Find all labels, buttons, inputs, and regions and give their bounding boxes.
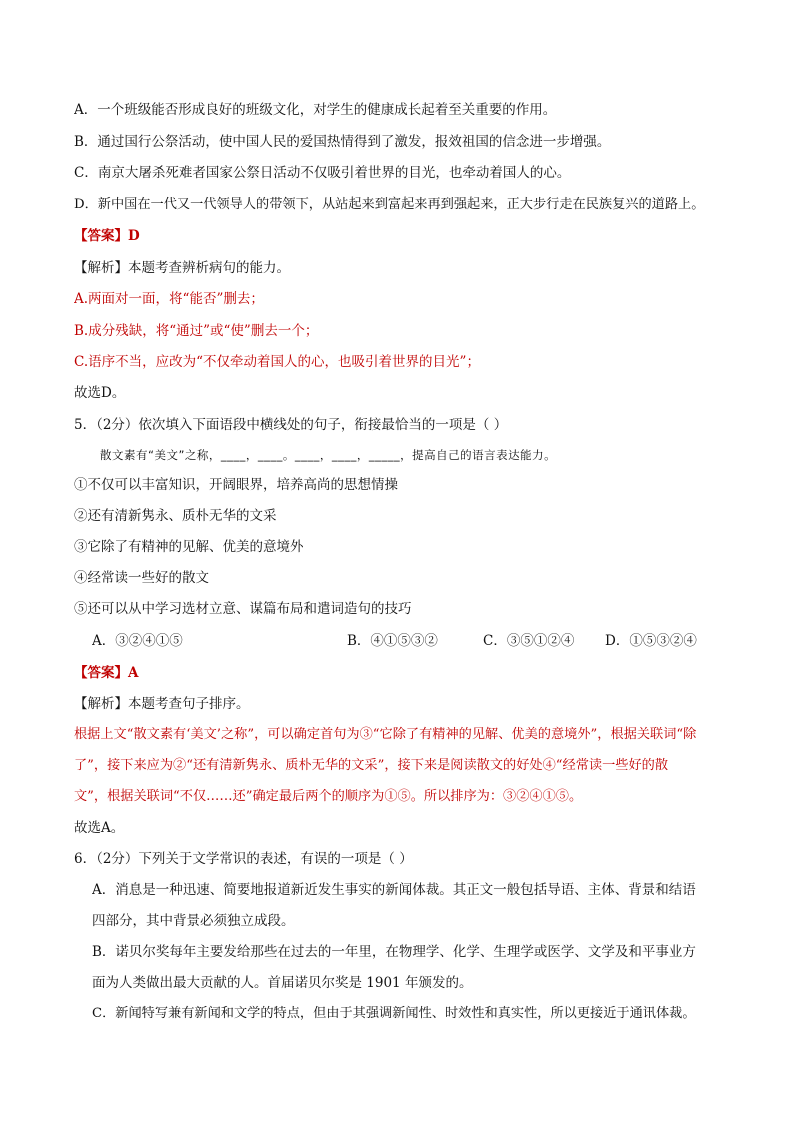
q4-option-d: D．新中国在一代又一代领导人的带领下，从站起来到富起来再到强起来，正大步行走在民族复兴的道路上。 (74, 197, 705, 212)
q4-option-a: A．一个班级能否形成良好的班级文化，对学生的健康成长起着至关重要的作用。 (74, 102, 557, 118)
q6-stem: 6．（2分）下列关于文学常识的表述，有误的一项是（ ） (74, 851, 413, 867)
q5-analysis-line-3: 文”，根据关联词“不仅……还”确定最后两个的顺序为①⑤。所以排序为：③②④①⑤。 (74, 789, 583, 804)
q6-line-4: 面为人类做出最大贡献的人。首届诺贝尔奖是 1901 年颁发的。 (92, 975, 473, 991)
q5-item-5: ⑤还可以从中学习选材立意、谋篇布局和遣词造句的技巧 (74, 601, 412, 617)
q5-item-4: ④经常读一些好的散文 (74, 570, 209, 586)
q5-item-2: ②还有清新隽永、质朴无华的文采 (74, 508, 277, 524)
q6-line-1: A．消息是一种迅速、简要地报道新近发生事实的新闻体裁。其正文一般包括导语、主体、背景和结语 (92, 882, 696, 898)
q5-item-1: ①不仅可以丰富知识，开阔眼界，培养高尚的思想情操 (74, 477, 398, 493)
q5-choice-b: B．④①⑤③② (347, 633, 438, 649)
q5-stem: 5．（2分）依次填入下面语段中横线处的句子，衔接最恰当的一项是（ ） (74, 417, 508, 433)
q4-analysis-a: A.两面对一面，将“能否”删去； (74, 291, 264, 307)
q4-option-c: C．南京大屠杀死难者国家公祭日活动不仅吸引着世界的目光，也牵动着国人的心。 (74, 165, 571, 181)
q5-choice-d: D．①⑤③②④ (605, 633, 697, 649)
q5-analysis-line-2: 了”，接下来应为②“还有清新隽永、质朴无华的文采”，接下来是阅读散文的好处④“经常读一些好的散 (74, 758, 669, 773)
q5-choice-a: A．③②④①⑤ (92, 633, 183, 649)
q5-choices (92, 631, 754, 651)
q4-conclusion: 故选D。 (74, 385, 126, 401)
q5-conclusion: 故选A。 (74, 820, 125, 836)
q5-answer: 【答案】A (74, 665, 139, 681)
q6-line-5: C．新闻特写兼有新闻和文学的特点，但由于其强调新闻性、时效性和真实性，所以更接近于通讯体裁。 (92, 1006, 696, 1021)
q5-passage: 散文素有“美文”之称，____，____。____，____，_____，提高自己的语言表达能力。 (100, 448, 557, 462)
q5-choice-c: C．③⑤①②④ (483, 633, 575, 649)
q6-line-2: 四部分，其中背景必须独立成段。 (92, 913, 295, 929)
q4-option-b: B．通过国行公祭活动，使中国人民的爱国热情得到了激发，报效祖国的信念进一步增强。 (74, 134, 611, 150)
q4-answer: 【答案】D (74, 228, 140, 244)
q4-analysis-c: C.语序不当，应改为“不仅牵动着国人的心，也吸引着世界的目光”； (74, 354, 480, 370)
q6-line-3: B．诺贝尔奖每年主要发给那些在过去的一年里，在物理学、化学、生理学或医学、文学及和平事业方 (92, 944, 696, 960)
q5-item-3: ③它除了有精神的见解、优美的意境外 (74, 539, 304, 555)
q5-analysis-intro: 【解析】本题考查句子排序。 (74, 696, 250, 712)
q4-analysis-b: B.成分残缺，将“通过”或“使”删去一个； (74, 323, 319, 339)
q5-analysis-line-1: 根据上文“散文素有‘美文’之称”，可以确定首句为③“它除了有精神的见解、优美的意境外”，根据关联词“除 (74, 727, 697, 742)
q4-analysis-intro: 【解析】本题考查辨析病句的能力。 (74, 260, 290, 276)
